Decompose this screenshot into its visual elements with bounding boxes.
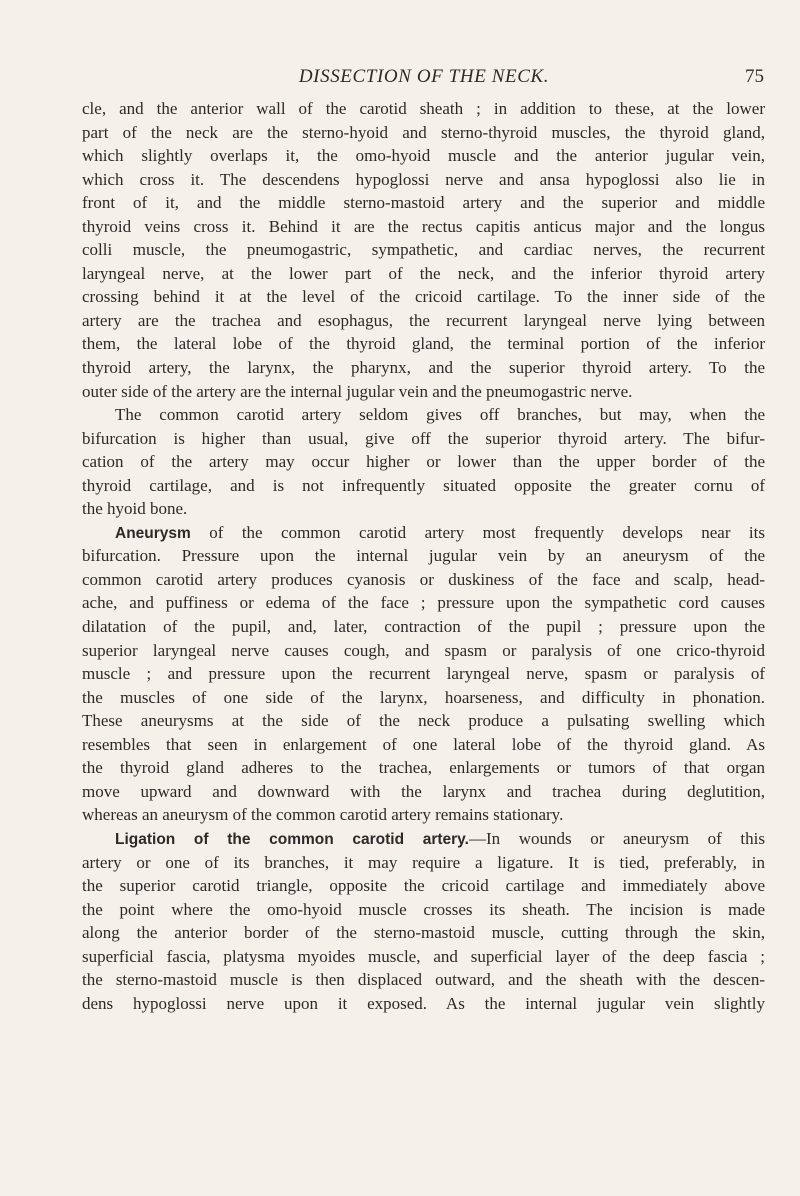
text-line: along the anterior border of the sterno-mastoid muscle, cutting through the skin, xyxy=(82,923,765,943)
text-line: These aneurysms at the side of the neck produce a pulsating swelling which xyxy=(82,711,765,731)
text-line: them, the lateral lobe of the thyroid gland, the terminal portion of the inferior xyxy=(82,334,765,354)
page-number: 75 xyxy=(745,66,764,87)
text-line: superior laryngeal nerve causes cough, and spasm or paralysis of one crico-thyroid xyxy=(82,640,765,660)
body-text xyxy=(82,97,765,1015)
text-line: cle, and the anterior wall of the carotid sheath ; in addition to these, at the lower xyxy=(82,99,765,118)
text-line: dilatation of the pupil, and, later, contraction of the pupil ; pressure upon the xyxy=(82,617,765,637)
text-line: front of it, and the middle sterno-mastoid artery and the superior and middle xyxy=(82,193,765,213)
text-line: laryngeal nerve, at the lower part of the neck, and the inferior thyroid artery xyxy=(82,263,765,283)
text-line: artery or one of its branches, it may require a ligature. It is tied, preferably, in xyxy=(82,852,765,872)
text-line: thyroid artery, the larynx, the pharynx, and the superior thyroid artery. To the xyxy=(82,358,765,378)
section-heading: Aneurysm xyxy=(115,524,191,542)
text-line: the hyoid bone. xyxy=(82,499,188,519)
text-line: dens hypoglossi nerve upon it exposed. As the internal jugular vein slightly xyxy=(82,993,765,1013)
text-line: ache, and puffiness or edema of the face ; pressure upon the sympathetic cord causes xyxy=(82,593,765,613)
text-line: the point where the omo-hyoid muscle crosses its sheath. The incision is made xyxy=(82,899,765,919)
text-line: superficial fascia, platysma myoides muscle, and superficial layer of the deep fascia ; xyxy=(82,946,765,966)
text-line: crossing behind it at the level of the cricoid cartilage. To the inner side of the xyxy=(82,287,765,307)
text-line: colli muscle, the pneumogastric, sympathetic, and cardiac nerves, the recurrent xyxy=(82,240,765,260)
text-line: common carotid artery produces cyanosis or duskiness of the face and scalp, head- xyxy=(82,569,765,589)
text-line: the sterno-mastoid muscle is then displaced outward, and the sheath with the descen- xyxy=(82,970,765,990)
text-line: thyroid veins cross it. Behind it are the rectus capitis anticus major and the longus xyxy=(82,216,765,236)
text-line xyxy=(82,827,765,851)
text-line: whereas an aneurysm of the common carotid artery remains stationary. xyxy=(82,805,564,825)
text-line: which cross it. The descendens hypoglossi nerve and ansa hypoglossi also lie in xyxy=(82,169,765,189)
text-line xyxy=(82,521,765,545)
text-line: bifurcation is higher than usual, give off the superior thyroid artery. The bifur- xyxy=(82,428,765,448)
text-line: cation of the artery may occur higher or lower than the upper border of the xyxy=(82,452,765,472)
text-line: muscle ; and pressure upon the recurrent laryngeal nerve, spasm or paralysis of xyxy=(82,664,765,684)
text-line: which slightly overlaps it, the omo-hyoid muscle and the anterior jugular vein, xyxy=(82,146,765,166)
text-line: the superior carotid triangle, opposite the cricoid cartilage and immediately above xyxy=(82,876,765,896)
running-head xyxy=(84,64,764,92)
section-heading: Ligation of the common carotid artery. xyxy=(115,830,469,848)
running-title: DISSECTION OF THE NECK. xyxy=(298,66,550,87)
text-line: part of the neck are the sterno-hyoid and sterno-thyroid muscles, the thyroid gland, xyxy=(82,122,765,142)
heading-continuation: —In wounds or aneurysm of this xyxy=(468,828,765,848)
text-line: move upward and downward with the larynx and trachea during deglutition, xyxy=(82,781,765,801)
text-line: bifurcation. Pressure upon the internal jugular vein by an aneurysm of the xyxy=(82,546,765,566)
text-line: outer side of the artery are the internal jugular vein and the pneumogastric nerve. xyxy=(82,381,633,401)
text-line: thyroid cartilage, and is not infrequently situated opposite the greater cornu of xyxy=(82,475,765,495)
text-line: artery are the trachea and esophagus, the recurrent laryngeal nerve lying between xyxy=(82,310,765,330)
text-line: resembles that seen in enlargement of one lateral lobe of the thyroid gland. As xyxy=(82,734,765,754)
text-line: the thyroid gland adheres to the trachea, enlargements or tumors of that organ xyxy=(82,758,765,778)
text-line: the muscles of one side of the larynx, hoarseness, and difficulty in phonation. xyxy=(82,687,765,707)
text-line: The common carotid artery seldom gives off branches, but may, when the xyxy=(115,405,765,425)
heading-continuation: of the common carotid artery most frequently develops near its xyxy=(190,522,765,542)
